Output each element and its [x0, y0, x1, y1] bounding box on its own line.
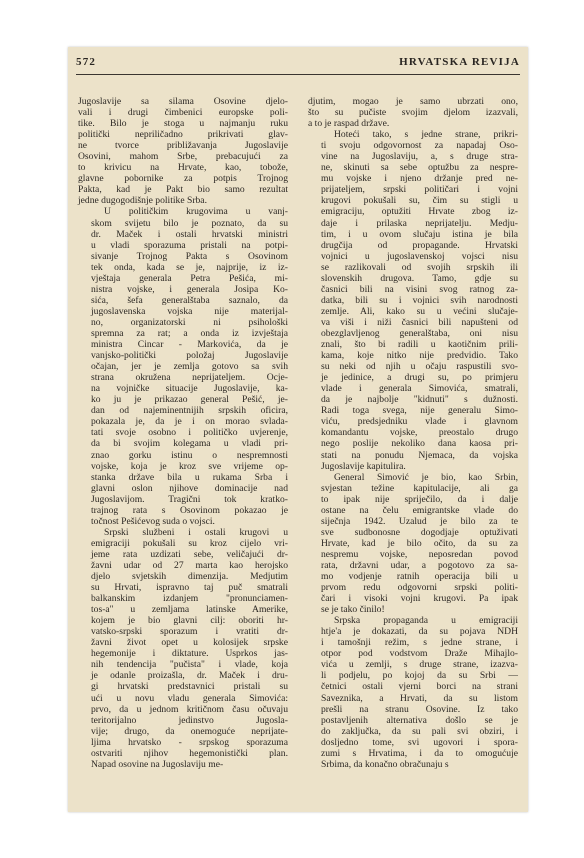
text-line: četnici ostali vjerni borci na strani	[321, 681, 518, 693]
text-line: strana okružena neprijateljem. Ocje-	[91, 372, 288, 384]
text-line: balkanskim izdanjem "pronunciamen-	[91, 593, 288, 605]
text-line: vića u zemlji, s druge strane, izazva-	[321, 659, 518, 671]
text-line: je jedinice, a drugi su, po primjeru	[321, 372, 518, 384]
text-line: komandantu vojske, preostalo drugo	[321, 427, 518, 439]
text-line: očajan, jer je zemlja gotovo sa svih	[91, 361, 288, 373]
text-line: su neki od njih u očaju raspustili svo-	[321, 361, 518, 373]
text-line: točnost Pešićevog suda o vojsci.	[91, 515, 215, 527]
text-line: jedne dugogodišnje politike Srba.	[78, 195, 207, 207]
text-line: ljima hrvatsko - srpskog sporazuma	[91, 736, 288, 748]
text-line: Napad osovine na Jugoslaviju me-	[91, 758, 224, 770]
paragraph	[78, 527, 288, 770]
text-line: skom svijetu bilo je poznato, da su	[91, 217, 288, 229]
text-line: da bi svojim kolegama u vladi pri-	[91, 438, 288, 450]
text-line: emigraciju, optužiti Hrvate zbog iz-	[321, 206, 518, 218]
text-line: vojske, koja je kroz sve vrijeme op-	[91, 460, 288, 472]
text-line: rata, državni udar, a pogotovo za sa-	[321, 559, 518, 571]
text-line: u vladi sporazuma pristali na potpi-	[91, 239, 288, 251]
right-column	[308, 96, 518, 770]
text-line: Hrvate, kad je bilo očito, da su za	[321, 537, 518, 549]
text-line: vali i drugi čimbenici europske poli-	[78, 107, 288, 119]
text-line: Radi toga svega, nije generalu Simo-	[321, 405, 518, 417]
paragraph	[308, 615, 518, 770]
text-line: sića, šefa generalštaba saznalo, da	[91, 294, 288, 306]
text-line: nego poslije nekoliko dana kaosa pri-	[321, 438, 518, 450]
text-line: htje'a je dokazati, da su pojava NDH	[321, 626, 518, 638]
text-line: daje i prilaska neprijatelju. Medju-	[321, 217, 518, 229]
text-line: to ipak nije spriječilo, da i dalje	[321, 493, 518, 505]
text-line: sve sudbonosne dogodjaje optuživati	[321, 526, 518, 538]
text-line: to krivicu na Hrvate, kao, tobože,	[78, 162, 288, 174]
text-line: va viši i niži časnici bili napušteni od	[321, 316, 518, 328]
text-line: čari i visoki vojni krugovi. Pa ipak	[321, 593, 518, 605]
text-line: prijateljem, srpski političari i vojni	[321, 184, 518, 196]
text-line: obezglavljenog generalštaba, oni nisu	[321, 327, 518, 339]
text-line: vije; drugo, da onemoguće neprijate-	[91, 725, 288, 737]
text-line: Jugoslavije kapitulira.	[321, 460, 406, 472]
text-line: jugoslavenska vojska nije materijal-	[91, 305, 288, 317]
text-line: General Simović je bio, kao Srbin,	[334, 471, 518, 483]
page-number: 572	[76, 56, 97, 68]
text-line: zumi s Hrvatima, i da to omogućuje	[321, 747, 518, 759]
paragraph	[78, 206, 288, 526]
text-line: su Hrvati, ispravno taj puč smatrali	[91, 582, 288, 594]
text-line: časnici bili na visini svog ratnog za-	[321, 283, 518, 295]
text-line: znali, što bi radili u kaotičnim prili-	[321, 339, 518, 351]
text-line: tati svoje osobno i političko uvjerenje,	[91, 427, 288, 439]
text-line: tike. Bilo je stoga u najmanju ruku	[78, 118, 288, 130]
text-line: U političkim krugovima u vanj-	[104, 206, 288, 218]
text-line: djutim, mogao je samo ubrzati ono,	[308, 96, 518, 107]
text-line: jeme rata uzdizati sebe, veličajući dr-	[91, 548, 288, 560]
text-line: žavni život opet u kolosijek srpske	[91, 637, 288, 649]
text-line: kojem je bio glavni cilj: oboriti hr-	[91, 615, 288, 627]
text-line: ući u novu vladu generala Simovića:	[91, 692, 288, 704]
page-header	[76, 56, 520, 72]
text-line: Srpski službeni i ostali krugovi u	[104, 526, 288, 538]
text-line: svjestan težine kapitulacije, ali ga	[321, 482, 518, 494]
text-line: sivanje Trojnog Pakta s Osovinom	[91, 250, 288, 262]
text-line: Srbima, da konačno obračunaju s	[321, 758, 449, 770]
text-line: a to je raspad države.	[308, 118, 390, 130]
text-line: nespremu vojske, neposredan povod	[321, 548, 518, 560]
paragraph	[308, 96, 518, 129]
text-line: vlade i generala Simovića, smatrali,	[321, 383, 518, 395]
text-line: glavne pobornike za potpis Trojnog	[78, 173, 288, 185]
text-line: stanka države bila u rukama Srba i	[91, 471, 288, 483]
text-line: no, organizatorski ni psihološki	[91, 316, 288, 328]
text-line: li podjelu, po kojoj da su Srbi —	[321, 670, 518, 682]
text-line: hegemonije i diktature. Usprkos jas-	[91, 648, 288, 660]
text-line: tos-a" u zemljama latinske Amerike,	[91, 604, 288, 616]
text-line: Pakta, kad je Pakt bio samo rezultat	[78, 184, 288, 196]
text-line: pokazala je, da je i on morao svlada-	[91, 416, 288, 428]
text-line: ne tvorce približavanja Jugoslavije	[78, 140, 288, 152]
magazine-page	[68, 47, 528, 812]
text-line: Hoteći tako, s jedne strane, prikri-	[334, 129, 518, 141]
left-column	[78, 96, 288, 770]
text-line: dosljedno tome, svi ugovori i spora-	[321, 736, 518, 748]
text-line: ostvariti njihov hegemonistički plan.	[91, 747, 288, 759]
text-line: spremna za rat; a onda iz izvještaja	[91, 327, 288, 339]
text-line: siječnja 1942. Uzalud je bilo za te	[321, 515, 518, 527]
text-line: zemlje. Ali, kako su u većini slučaje-	[321, 305, 518, 317]
text-line: drugčija od propagande. Hrvatski	[321, 239, 518, 251]
text-line: se je tako činilo!	[321, 604, 385, 616]
text-line: dan od najeminentnijih srpskih oficira,	[91, 405, 288, 417]
text-line: Jugoslavijom. Tragični tok kratko-	[91, 493, 288, 505]
text-line: djelo svjetskih dimenzija. Medjutim	[91, 571, 288, 583]
text-line: prešli na stranu Osovine. Iz tako	[321, 703, 518, 715]
text-line: stati na ponudu Njemaca, da vojska	[321, 449, 518, 461]
paragraph	[78, 96, 288, 206]
text-line: teritorijalno jedinstvo Jugosla-	[91, 714, 288, 726]
running-title: HRVATSKA REVIJA	[399, 56, 520, 68]
text-line: viću, predsjedniku vlade i glavnom	[321, 416, 518, 428]
text-line: se razlikovali od svojih srpskih ili	[321, 261, 518, 273]
text-line: vine na Jugoslaviju, a, s druge stra-	[321, 151, 518, 163]
text-line: vojnici u jugoslavenskoj vojsci nisu	[321, 250, 518, 262]
text-line: do zaključka, da su pali svi obziri, i	[321, 725, 518, 737]
text-line: dr. Maček i ostali hrvatski ministri	[91, 228, 288, 240]
text-line: na vojničke situacije Jugoslavije, ka-	[91, 383, 288, 395]
text-line: emigraciji pokušali su kroz cijelo vri-	[91, 537, 288, 549]
text-line: trajnog rata s Osovinom pokazao je	[91, 504, 288, 516]
text-line: otpor pod vodstvom Draže Mihajlo-	[321, 648, 518, 660]
text-line: vatsko-srpski sporazum i vratiti dr-	[91, 626, 288, 638]
paragraph	[308, 129, 518, 471]
text-line: politički nepriličadno prikrivati glav-	[78, 129, 288, 141]
text-line: mu vojske i njeno držanje pred ne-	[321, 173, 518, 185]
text-line: Saveznika, a Hrvati, da su listom	[321, 692, 518, 704]
text-line: nih tendencija "pučista" i vlade, koja	[91, 659, 288, 671]
text-line: krugovi pokušali su, čim su stigli u	[321, 195, 518, 207]
text-line: datka, bili su i vojnici svih narodnosti	[321, 294, 518, 306]
text-line: slovenskih drugova. Tamo, gdje su	[321, 272, 518, 284]
text-line: ko ju je prikazao general Pešić, je-	[91, 394, 288, 406]
text-line: postavljenih alternativa došlo se je	[321, 714, 518, 726]
text-line: ostane na čelu emigrantske vlade do	[321, 504, 518, 516]
header-rule	[76, 74, 520, 75]
text-line: vještaja generala Petra Pešića, mi-	[91, 272, 288, 284]
text-line: gi hrvatski predstavnici pristali su	[91, 681, 288, 693]
text-line: prvo, da u jednom kritičnom času očuvaju	[91, 703, 288, 715]
text-line: prvom redu odgovorni srpski politi-	[321, 582, 518, 594]
paragraph	[308, 472, 518, 616]
text-line: glavni oslon njihove dominacije nad	[91, 482, 288, 494]
text-line: kama, koje nitko nije predvidio. Tako	[321, 350, 518, 362]
text-line: Osovini, mahom Srbe, prebacujući za	[78, 151, 288, 163]
text-line: ti svoju odgovornost za napadaj Oso-	[321, 140, 518, 152]
text-line: i tamošnji režim, s jedne strane, i	[321, 637, 518, 649]
text-line: ne, skinuti sa sebe optužbu za nespre-	[321, 162, 518, 174]
text-line: vanjsko-politički položaj Jugoslavije	[91, 350, 288, 362]
text-line: žavni udar od 27 marta kao herojsko	[91, 559, 288, 571]
text-line: da je najbolje "kidnuti" s dužnosti.	[321, 394, 518, 406]
text-line: tim, i u ovom slučaju istina je bila	[321, 228, 518, 240]
text-line: tek onda, kada se je, najprije, iz iz-	[91, 261, 288, 273]
text-line: nistra vojske, i generala Josipa Ko-	[91, 283, 288, 295]
text-line: mo vodjenje ratnih operacija bili u	[321, 571, 518, 583]
text-line: Jugoslavije sa silama Osovine djelo-	[78, 96, 288, 107]
text-line: što su pučiste svojim djelom izazvali,	[308, 107, 518, 119]
text-line: ministra Cincar - Markovića, da je	[91, 339, 288, 351]
text-line: Srpska propaganda u emigraciji	[334, 615, 518, 627]
text-line: znao gorku istinu o nespremnosti	[91, 449, 288, 461]
text-line: je odanle proizašla, dr. Maček i dru-	[91, 670, 288, 682]
